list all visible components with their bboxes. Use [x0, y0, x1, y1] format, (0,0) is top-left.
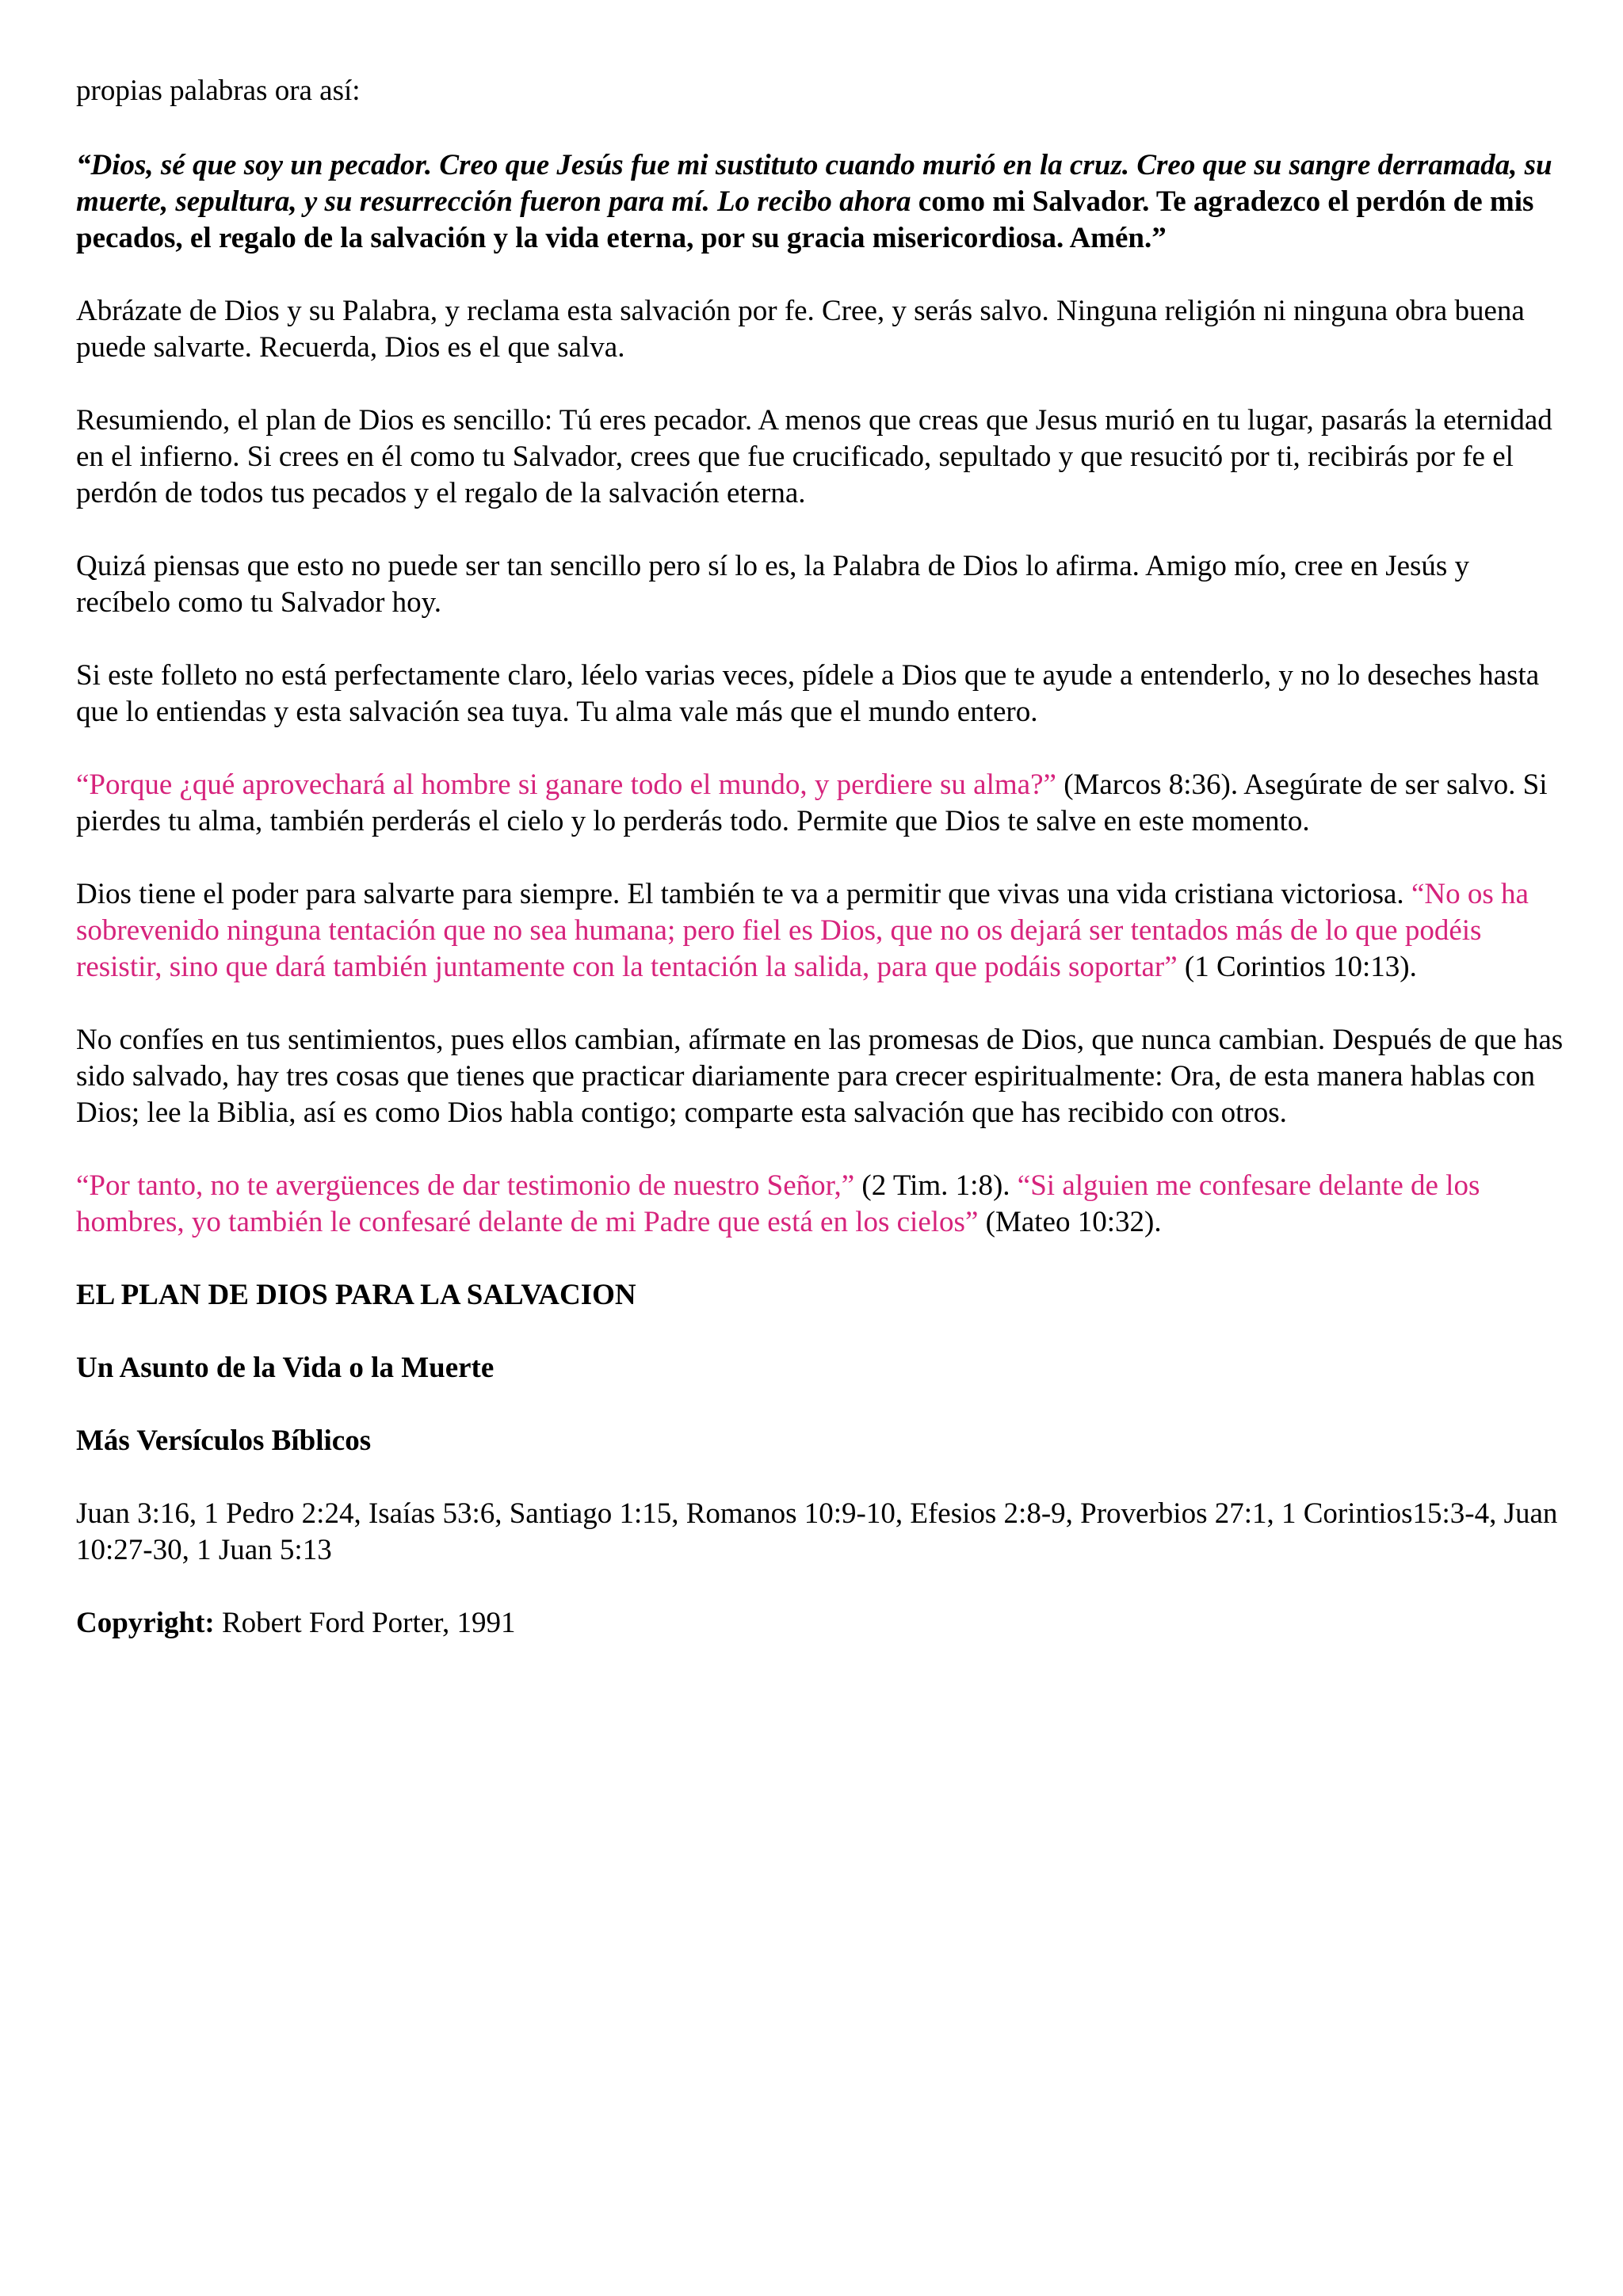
prayer-bold-text: como mi Salvador. Te agradezco el perdón de mis pecados, el regalo de la salvación y la vida eterna, por su gracia misericordiosa. Amén.”: [76, 185, 1534, 254]
paragraph-booklet: [76, 658, 1566, 730]
mateo-ref: (Mateo 10:32).: [978, 1206, 1162, 1238]
paragraph-intro: [76, 73, 1566, 109]
verse-mateo: “Si alguien me confesare delante de los hombres, yo también le confesaré delante de mi Padre que está en los cielos”: [76, 1169, 1480, 1238]
paragraph-prayer: [76, 147, 1566, 257]
paragraph-verses-list: [76, 1496, 1566, 1569]
paragraph-summary: [76, 402, 1566, 512]
verse-corintios: “No os ha sobrevenido ninguna tentación que no sea humana; pero fiel es Dios, que no os dejará ser tentados más de lo que podéis resistir, sino que dará también juntamente con la tentación la salida, para que podáis soportar”: [76, 878, 1529, 983]
copyright-text: Robert Ford Porter, 1991: [214, 1607, 516, 1639]
verse-marcos: “Porque ¿qué aprovechará al hombre si ganare todo el mundo, y perdiere su alma?”: [76, 769, 1056, 801]
simple-text: Quizá piensas que esto no puede ser tan sencillo pero sí lo es, la Palabra de Dios lo afirma. Amigo mío, cree en Jesús y recíbelo como tu Salvador hoy.: [76, 550, 1470, 619]
paragraph-embrace: [76, 293, 1566, 366]
embrace-text: Abrázate de Dios y su Palabra, y reclama esta salvación por fe. Cree, y serás salvo. Ninguna religión ni ninguna obra buena puede salvarte. Recuerda, Dios es el que salva.: [76, 295, 1525, 364]
paragraph-testimony: [76, 1168, 1566, 1241]
summary-text: Resumiendo, el plan de Dios es sencillo: Tú eres pecador. A menos que creas que Jesus murió en tu lugar, pasarás la eternidad en el infierno. Si crees en él como tu Salvador, crees que fue crucificado, sepultado y que resucitó por ti, recibirás por fe el perdón de todos tus pecados y el regalo de la salvación eterna.: [76, 404, 1552, 509]
paragraph-marcos: [76, 767, 1566, 840]
paragraph-simple: [76, 548, 1566, 621]
timoteo-ref: (2 Tim. 1:8).: [854, 1169, 1018, 1202]
paragraph-feelings: [76, 1022, 1566, 1131]
paragraph-power: [76, 876, 1566, 986]
heading-plan-text: EL PLAN DE DIOS PARA LA SALVACION: [76, 1279, 636, 1311]
verses-list-text: Juan 3:16, 1 Pedro 2:24, Isaías 53:6, Santiago 1:15, Romanos 10:9-10, Efesios 2:8-9, Proverbios 27:1, 1 Corintios15:3-4, Juan 10:27-30, 1 Juan 5:13: [76, 1497, 1558, 1566]
heading-more-verses: [76, 1423, 1566, 1459]
heading-life-death: [76, 1350, 1566, 1386]
copyright-label: Copyright:: [76, 1607, 215, 1639]
document-page: [76, 73, 1566, 1678]
booklet-text: Si este folleto no está perfectamente claro, léelo varias veces, pídele a Dios que te ayude a entenderlo, y no lo deseches hasta que lo entiendas y esta salvación sea tuya. Tu alma vale más que el mundo entero.: [76, 659, 1540, 728]
heading-more-verses-text: Más Versículos Bíblicos: [76, 1425, 372, 1457]
corintios-ref: (1 Corintios 10:13).: [1177, 951, 1417, 983]
prayer-italic-text: “Dios, sé que soy un pecador. Creo que Jesús fue mi sustituto cuando murió en la cruz. Creo que su sangre derramada, su muerte, sepultura, y su resurrección fueron para mí. Lo recibo ahora: [76, 149, 1552, 218]
heading-life-death-text: Un Asunto de la Vida o la Muerte: [76, 1352, 495, 1384]
intro-text: propias palabras ora así:: [76, 74, 361, 107]
power-text: Dios tiene el poder para salvarte para siempre. El también te va a permitir que vivas una vida cristiana victoriosa.: [76, 878, 1411, 910]
paragraph-copyright: [76, 1605, 1566, 1642]
marcos-text: (Marcos 8:36). Asegúrate de ser salvo. Si pierdes tu alma, también perderás el cielo y lo perderás todo. Permite que Dios te salve en este momento.: [76, 769, 1548, 837]
feelings-text: No confíes en tus sentimientos, pues ellos cambian, afírmate en las promesas de Dios, que nunca cambian. Después de que has sido salvado, hay tres cosas que tienes que practicar diariamente para crecer espiritualmente: Ora, de esta manera hablas con Dios; lee la Biblia, así es como Dios habla contigo; comparte esta salvación que has recibido con otros.: [76, 1024, 1564, 1129]
heading-plan: [76, 1277, 1566, 1314]
verse-timoteo: “Por tanto, no te avergüences de dar testimonio de nuestro Señor,”: [76, 1169, 855, 1202]
